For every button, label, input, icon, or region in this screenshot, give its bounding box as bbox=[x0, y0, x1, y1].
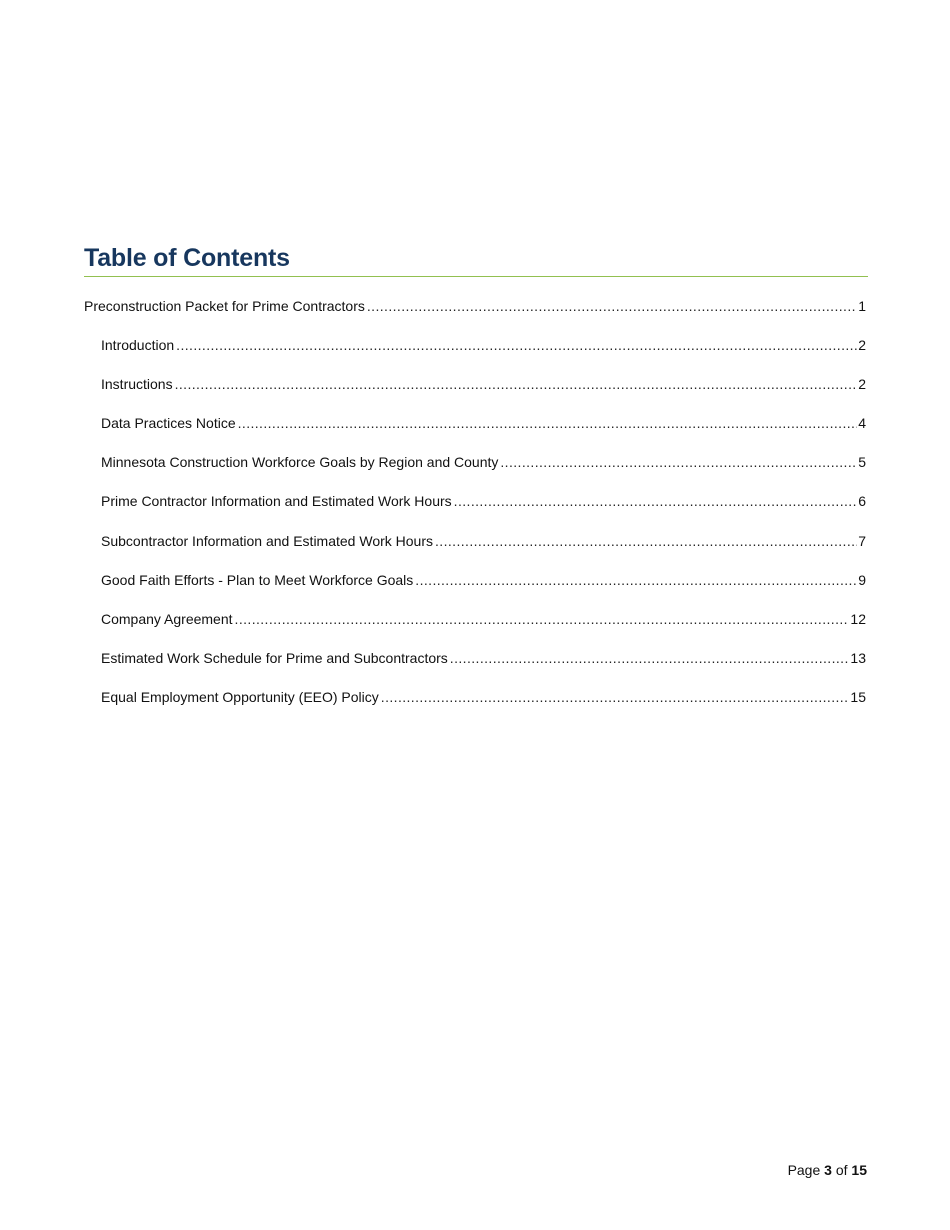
toc-dot-leader bbox=[381, 687, 850, 707]
toc-entry[interactable] bbox=[84, 452, 866, 491]
toc-dot-leader bbox=[367, 296, 857, 316]
toc-entry-title: Data Practices Notice bbox=[101, 415, 236, 432]
toc-entry[interactable] bbox=[84, 491, 866, 530]
toc-dot-leader bbox=[175, 374, 858, 394]
toc-entry[interactable] bbox=[84, 335, 866, 374]
heading-underline-rule bbox=[84, 276, 868, 277]
toc-entry-page: 5 bbox=[858, 454, 866, 471]
toc-entry-page: 15 bbox=[850, 688, 866, 705]
toc-entry[interactable] bbox=[84, 296, 866, 335]
toc-dot-leader bbox=[454, 491, 858, 511]
toc-dot-leader bbox=[415, 570, 857, 590]
toc-entry-page: 9 bbox=[858, 571, 866, 588]
toc-entry-title: Estimated Work Schedule for Prime and Subcontractors bbox=[101, 649, 448, 666]
toc-entry-page: 7 bbox=[858, 532, 866, 549]
toc-entry-title: Instructions bbox=[101, 376, 173, 393]
toc-entry-title: Introduction bbox=[101, 337, 175, 354]
toc-entry[interactable] bbox=[84, 687, 866, 726]
toc-entry[interactable] bbox=[84, 570, 866, 609]
toc-entry[interactable] bbox=[84, 413, 866, 452]
toc-entry-title: Subcontractor Information and Estimated Work Hours bbox=[101, 532, 434, 549]
toc-entry-page: 12 bbox=[850, 610, 866, 627]
toc-dot-leader bbox=[176, 335, 857, 355]
toc-entry-page: 1 bbox=[858, 298, 866, 314]
toc-heading: Table of Contents bbox=[84, 244, 290, 272]
toc-entry[interactable] bbox=[84, 648, 866, 687]
toc-entry-page: 2 bbox=[858, 337, 866, 354]
toc-entry[interactable] bbox=[84, 374, 866, 413]
toc-entry-title: Minnesota Construction Workforce Goals by Region and County bbox=[101, 454, 499, 471]
toc-dot-leader bbox=[238, 413, 858, 433]
toc-entry-page: 2 bbox=[858, 376, 866, 393]
toc-entry-title: Good Faith Efforts - Plan to Meet Workforce Goals bbox=[101, 571, 414, 588]
page-footer bbox=[788, 1160, 867, 1180]
toc-entry-title: Equal Employment Opportunity (EEO) Policy bbox=[101, 688, 379, 705]
toc-entry-page: 6 bbox=[858, 493, 866, 510]
toc-dot-leader bbox=[435, 531, 857, 551]
toc-entry-page: 4 bbox=[858, 415, 866, 432]
toc-dot-leader bbox=[235, 609, 850, 629]
toc-dot-leader bbox=[450, 648, 850, 668]
footer-of-label: of bbox=[835, 1162, 848, 1178]
toc-entry-title: Company Agreement bbox=[101, 610, 233, 627]
footer-total-pages: 15 bbox=[851, 1162, 867, 1178]
toc-entry[interactable] bbox=[84, 609, 866, 648]
toc-entry-title: Preconstruction Packet for Prime Contractors bbox=[84, 298, 365, 314]
toc-entry-title: Prime Contractor Information and Estimated Work Hours bbox=[101, 493, 452, 510]
toc-entry-page: 13 bbox=[850, 649, 866, 666]
footer-current-page: 3 bbox=[824, 1162, 832, 1178]
footer-page-label: Page bbox=[787, 1162, 821, 1178]
toc-dot-leader bbox=[500, 452, 857, 472]
toc-list bbox=[84, 296, 866, 726]
toc-entry[interactable] bbox=[84, 531, 866, 570]
